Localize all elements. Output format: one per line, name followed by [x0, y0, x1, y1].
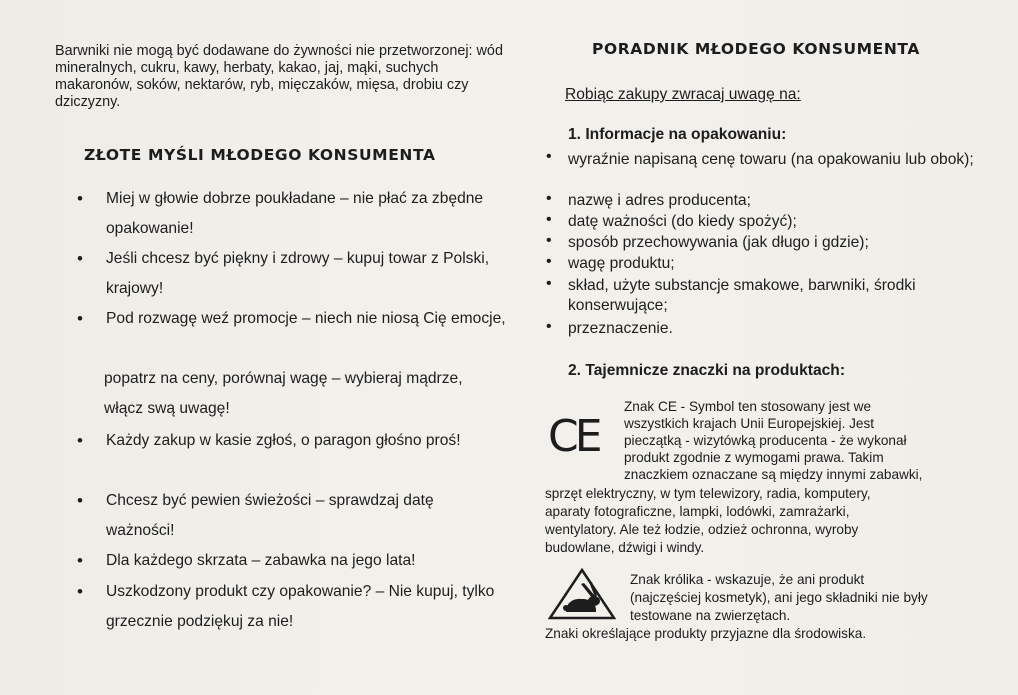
subheading: Robiąc zakupy zwracaj uwagę na:	[565, 86, 801, 103]
info-item: skład, użyte substancje smakowe, barwniki, środki konserwujące;	[568, 277, 916, 314]
list-item: Dla każdego skrzata – zabawka na jego lata!	[106, 552, 416, 569]
info-item: wagę produktu;	[568, 255, 675, 272]
bullet: •	[77, 551, 83, 570]
list-item: Każdy zakup w kasie zgłoś, o paragon głośno proś!	[106, 432, 461, 449]
left-heading: ZŁOTE MYŚLI MŁODEGO KONSUMENTA	[84, 146, 436, 164]
info-item: nazwę i adres producenta;	[568, 192, 751, 209]
info-item: przeznaczenie.	[568, 320, 673, 337]
rabbit-text-line: (najczęściej kosmetyk), ani jego składniki nie były	[630, 590, 928, 605]
list-item: Uszkodzony produkt czy opakowanie? – Nie kupuj, tylko grzecznie podziękuj za nie!	[106, 583, 495, 630]
bullet: •	[546, 211, 552, 228]
info-item: datę ważności (do kiedy spożyć);	[568, 213, 797, 230]
section-2-title: 2. Tajemnicze znaczki na produktach:	[568, 362, 846, 379]
ce-mark-icon: CE	[548, 411, 599, 462]
list-item: Jeśli chcesz być piękny i zdrowy – kupuj towar z Polski, krajowy!	[106, 250, 490, 297]
list-item-continuation: popatrz na ceny, porównaj wagę – wybieraj mądrze, włącz swą uwagę!	[104, 370, 463, 417]
right-heading: PORADNIK MŁODEGO KONSUMENTA	[592, 40, 920, 58]
bullet: •	[77, 582, 83, 601]
list-item: Chcesz być pewien świeżości – sprawdzaj datę ważności!	[106, 492, 434, 539]
bullet: •	[546, 190, 552, 207]
bullet: •	[546, 232, 552, 249]
ce-text-line: wentylatory. Ale też łodzie, odzież ochronna, wyroby	[545, 522, 859, 537]
bullet: •	[546, 275, 552, 292]
bullet: •	[77, 249, 83, 268]
bullet: •	[546, 318, 552, 335]
rabbit-triangle-icon	[548, 568, 616, 620]
ce-text-line: pieczątką - wizytówką producenta - że wykonał	[624, 433, 907, 448]
info-item: sposób przechowywania (jak długo i gdzie);	[568, 234, 869, 251]
bullet: •	[77, 309, 83, 328]
ce-text-line: aparaty fotograficzne, lampki, lodówki, zamrażarki,	[545, 504, 850, 519]
eco-text: Znaki określające produkty przyjazne dla środowiska.	[545, 626, 867, 641]
rabbit-text-line: testowane na zwierzętach.	[630, 608, 791, 623]
bullet: •	[77, 189, 83, 208]
ce-text-line: produkt zgodnie z wymogami prawa. Takim	[624, 450, 884, 465]
bullet: •	[77, 431, 83, 450]
list-item: Miej w głowie dobrze poukładane – nie płać za zbędne opakowanie!	[106, 190, 484, 237]
section-1-title: 1. Informacje na opakowaniu:	[568, 126, 787, 143]
bullet: •	[77, 491, 83, 510]
ce-text-line: budowlane, dźwigi i windy.	[545, 540, 705, 555]
info-item: wyraźnie napisaną cenę towaru (na opakowaniu lub obok);	[568, 151, 974, 168]
intro-paragraph: Barwniki nie mogą być dodawane do żywności nie przetworzonej: wód mineralnych, cukru, kawy, herbaty, kakao, jaj, mąki, suchych makaronów, soków, nektarów, ryb, mięczaków, mięsa, drobiu czy dziczyzny.	[55, 43, 503, 110]
ce-text-line: sprzęt elektryczny, w tym telewizory, radia, komputery,	[545, 486, 871, 501]
rabbit-text-line: Znak królika - wskazuje, że ani produkt	[630, 572, 865, 587]
ce-text-line: znaczkiem oznaczane są między innymi zabawki,	[624, 467, 923, 482]
ce-text-line: wszystkich krajach Unii Europejskiej. Jest	[624, 416, 875, 431]
list-item: Pod rozwagę weź promocje – niech nie niosą Cię emocje,	[106, 310, 506, 327]
bullet: •	[546, 253, 552, 270]
bullet: •	[546, 148, 552, 165]
ce-text-line: Znak CE - Symbol ten stosowany jest we	[624, 399, 872, 414]
